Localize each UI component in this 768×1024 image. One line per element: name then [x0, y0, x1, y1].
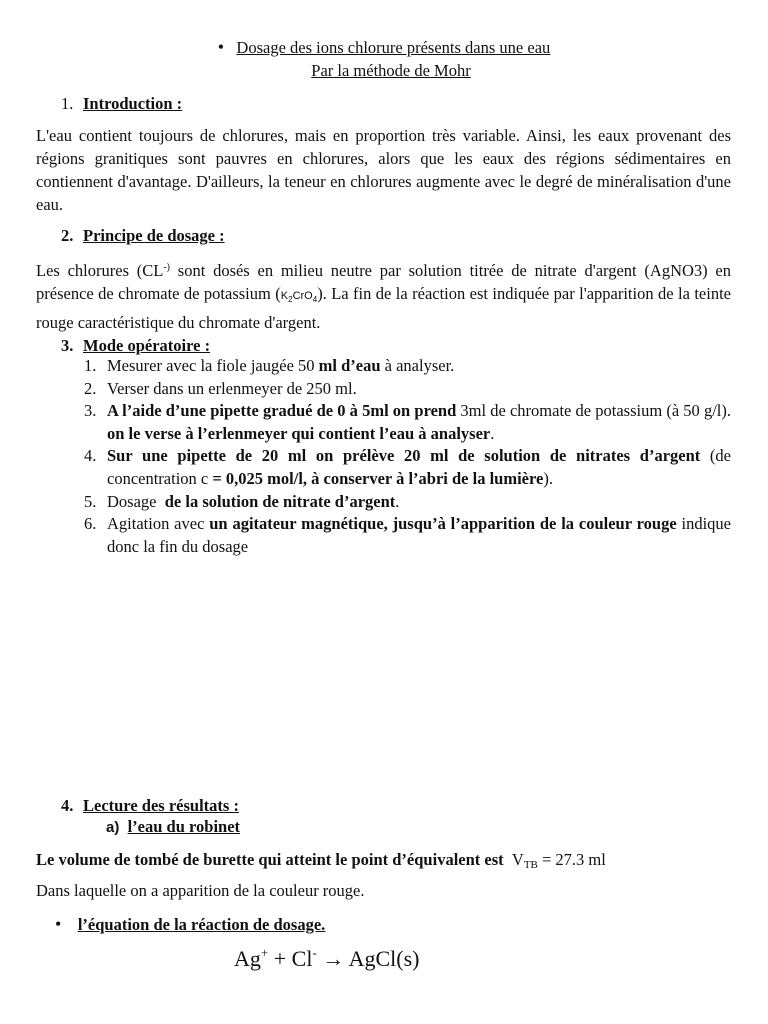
eq-silver-charge: + — [260, 945, 269, 960]
eq-chloride: Cl — [291, 946, 313, 971]
title-text-1: Dosage des ions chlorure présents dans une eau — [236, 38, 551, 57]
step-bold: Sur une pipette de 20 ml on prélève 20 ml de solution de nitrates d’argent — [107, 446, 701, 466]
step-text: Dosage — [107, 491, 165, 511]
title-bullet: • — [217, 37, 225, 57]
potassium-chromate-formula — [281, 290, 317, 302]
section-2-paragraph — [36, 256, 731, 334]
chloride-charge: -) — [163, 262, 171, 273]
formula-cro: CrO — [292, 290, 313, 302]
step-text-end: ). — [543, 468, 553, 488]
list-item — [84, 400, 731, 445]
step-text: 3ml de chromate de potassium (à 50 g/l). — [456, 401, 731, 421]
formula-k-sub: 2 — [288, 295, 293, 304]
section-4-number: 4. — [61, 796, 74, 815]
section-2-title: Principe de dosage : — [83, 226, 225, 245]
section-1-title: Introduction : — [83, 94, 183, 113]
section-3-title: Mode opératoire : — [83, 336, 211, 355]
step-number: 4. — [84, 446, 97, 466]
volume-subscript: TB — [523, 859, 538, 871]
section-1-heading — [61, 94, 182, 114]
step-text-end: indique donc la fin du dosage — [107, 514, 731, 556]
step-text: Agitation avec — [107, 514, 210, 534]
eq-arrow: → — [316, 946, 349, 971]
list-item — [84, 513, 731, 558]
step-bold-2: on le verse à l’erlenmeyer qui contient l’eau à analyser — [107, 423, 491, 443]
list-item — [84, 491, 731, 514]
list-item — [84, 445, 731, 490]
section-3-heading — [61, 336, 210, 356]
step-text-end: à analyser. — [380, 356, 455, 375]
step-number: 5. — [84, 491, 97, 511]
principle-text-1: Les chlorures (CL — [36, 261, 164, 280]
step-bold: A l’aide d’une pipette gradué de 0 à 5ml on prend — [107, 401, 457, 421]
section-3-number: 3. — [61, 336, 74, 355]
equation-heading-line — [55, 914, 325, 935]
eq-product: AgCl(s) — [348, 946, 420, 971]
principle-text-2: sont dosés en milieu neutre par solution titrée de nitrate d'argent (AgNO3) en présence de chromate de potassium ( — [36, 261, 731, 303]
step-number: 2. — [84, 378, 97, 398]
step-number: 1. — [84, 356, 97, 375]
procedure-list — [84, 355, 731, 558]
subsection-a-title: l’eau du robinet — [127, 817, 241, 836]
step-number: 6. — [84, 514, 97, 534]
formula-k: K — [280, 290, 289, 302]
reaction-equation — [234, 945, 419, 972]
list-item — [84, 378, 731, 401]
section-4-heading — [61, 796, 239, 816]
burette-volume-line — [36, 850, 606, 871]
step-text-end: . — [490, 423, 495, 443]
subsection-a-label: a) — [106, 819, 120, 836]
step-bold: un agitateur magnétique, jusqu’à l’apparition de la couleur rouge — [209, 514, 677, 534]
step-number: 3. — [84, 401, 97, 421]
equation-bullet: • — [55, 914, 62, 934]
observation-text: Dans laquelle on a apparition de la couleur rouge. — [36, 881, 365, 900]
section-2-number: 2. — [61, 226, 74, 245]
eq-plus: + — [268, 946, 292, 971]
section-1-number: 1. — [61, 94, 74, 113]
volume-symbol: V — [511, 850, 524, 869]
volume-value: = 27.3 ml — [537, 850, 606, 869]
subsection-a-heading — [106, 817, 240, 837]
section-4-title: Lecture des résultats : — [83, 796, 239, 815]
step-bold: de la solution de nitrate d’argent — [164, 491, 396, 511]
title-line-1 — [0, 37, 768, 58]
formula-o-sub: 4 — [312, 295, 318, 304]
volume-text: Le volume de tombé de burette qui atteint le point d’équivalent est — [36, 850, 504, 869]
step-bold-2: = 0,025 mol/l, à conserver à l’abri de la lumière — [212, 468, 544, 488]
step-text: Mesurer avec la fiole jaugée 50 — [107, 356, 319, 375]
step-text: Verser dans un erlenmeyer de 250 ml. — [107, 378, 357, 398]
step-bold: ml d’eau — [318, 356, 381, 375]
title-text-2: Par la méthode de Mohr — [311, 61, 471, 80]
principle-text-3: ). La fin de la réaction est indiquée par l'apparition de la teinte rouge caractéristique du chromate d'argent. — [36, 284, 731, 332]
step-text: (de concentration c — [107, 446, 731, 488]
section-2-heading — [61, 226, 225, 246]
equation-heading: l’équation de la réaction de dosage. — [77, 915, 326, 934]
step-text-end: . — [395, 491, 400, 511]
eq-silver: Ag — [234, 946, 261, 971]
title-line-2 — [0, 61, 768, 81]
section-1-paragraph: L'eau contient toujours de chlorures, mais en proportion très variable. Ainsi, les eaux provenant des régions granitiques sont pauvres en chlorures, alors que les eaux des régions sédimentaires en contiennent d'avantage. D'ailleurs, la teneur en chlorures augmente avec le degré de minéralisation d'une eau. — [36, 126, 731, 214]
list-item — [84, 355, 731, 378]
eq-chloride-charge: - — [312, 945, 317, 960]
